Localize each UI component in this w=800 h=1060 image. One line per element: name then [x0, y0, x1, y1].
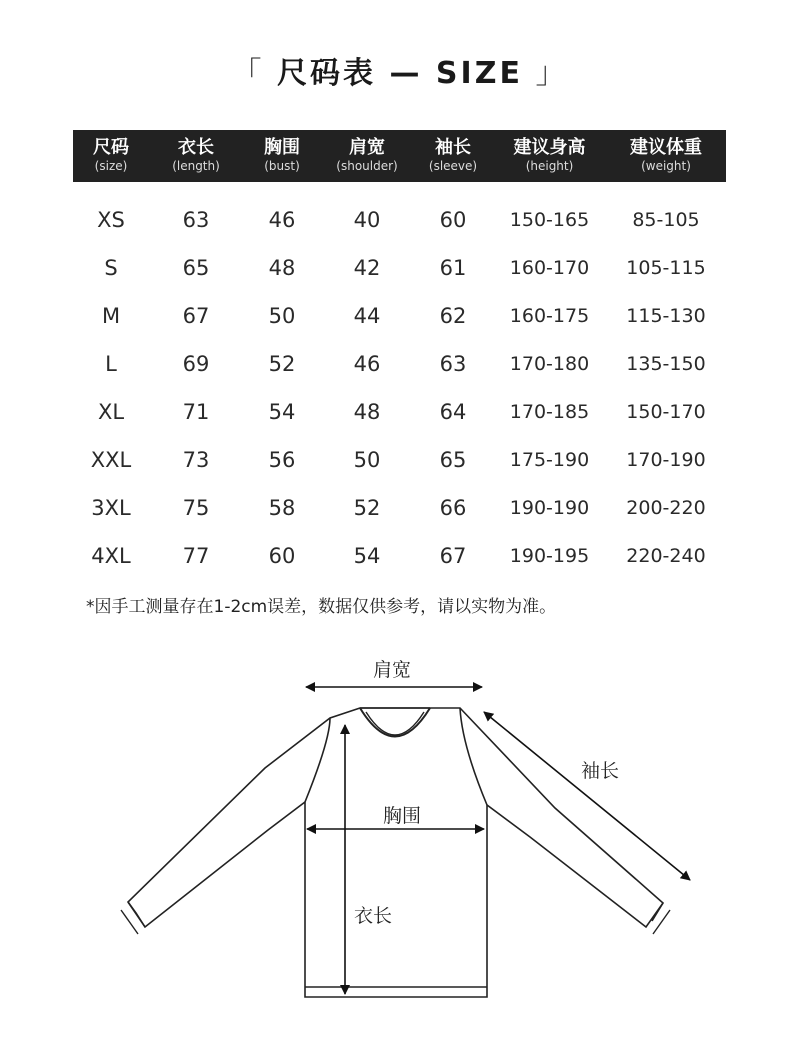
- cell-sleeve: 60: [439, 208, 467, 232]
- cell-shoulder: 46: [353, 352, 381, 376]
- cell-size: L: [105, 352, 117, 376]
- cell-length: 63: [182, 208, 210, 232]
- header-shoulder: [321, 130, 413, 182]
- cell-shoulder: 50: [353, 448, 381, 472]
- table-row: [73, 532, 726, 580]
- header-shoulder-en: (shoulder): [336, 159, 398, 173]
- cell-shoulder: 42: [353, 256, 381, 280]
- table-header: [73, 130, 726, 182]
- header-size: [73, 130, 149, 182]
- cell-weight: 200-220: [626, 497, 706, 519]
- cell-length: 77: [182, 544, 210, 568]
- table-row: [73, 388, 726, 436]
- cell-length: 73: [182, 448, 210, 472]
- header-size-en: (size): [94, 159, 128, 173]
- cell-weight: 105-115: [626, 257, 706, 279]
- cell-size: M: [101, 304, 121, 328]
- cell-sleeve: 61: [439, 256, 467, 280]
- header-length-zh: 衣长: [178, 137, 214, 158]
- header-bust-zh: 胸围: [264, 137, 300, 158]
- cell-length: 75: [182, 496, 210, 520]
- table-row: [73, 244, 726, 292]
- cell-weight: 115-130: [626, 305, 706, 327]
- cell-shoulder: 44: [353, 304, 381, 328]
- header-weight-en: (weight): [641, 159, 691, 173]
- cell-shoulder: 48: [353, 400, 381, 424]
- header-weight-zh: 建议体重: [630, 137, 702, 158]
- header-height-en: (height): [525, 159, 574, 173]
- cell-weight: 135-150: [626, 353, 706, 375]
- cell-weight: 170-190: [626, 449, 706, 471]
- cell-height: 170-185: [509, 401, 590, 423]
- cell-bust: 56: [268, 448, 296, 472]
- title-text: 尺码表 — SIZE: [277, 56, 523, 91]
- header-bust-en: (bust): [264, 159, 300, 173]
- shoulder-label: 肩宽: [372, 659, 412, 681]
- cell-bust: 54: [268, 400, 296, 424]
- cell-sleeve: 63: [439, 352, 467, 376]
- table-row: [73, 196, 726, 244]
- table-row: [73, 292, 726, 340]
- cell-size: XXL: [90, 448, 132, 472]
- cell-weight: 220-240: [626, 545, 706, 567]
- table-row: [73, 340, 726, 388]
- header-shoulder-zh: 肩宽: [349, 137, 385, 158]
- cell-bust: 58: [268, 496, 296, 520]
- cell-size: S: [104, 256, 118, 280]
- page-title: [0, 48, 800, 92]
- header-sleeve-zh: 袖长: [435, 137, 471, 158]
- cell-length: 67: [182, 304, 210, 328]
- cell-size: 3XL: [91, 496, 131, 520]
- header-height-zh: 建议身高: [513, 137, 586, 158]
- cell-height: 190-190: [509, 497, 590, 519]
- cell-height: 170-180: [509, 353, 590, 375]
- cell-size: XL: [97, 400, 125, 424]
- cell-size: 4XL: [91, 544, 131, 568]
- header-bust: [243, 130, 321, 182]
- header-height: [493, 130, 606, 182]
- cell-height: 175-190: [509, 449, 590, 471]
- cell-height: 150-165: [509, 209, 590, 231]
- cell-shoulder: 54: [353, 544, 381, 568]
- header-length: [149, 130, 243, 182]
- cell-size: XS: [97, 208, 125, 232]
- cell-sleeve: 64: [439, 400, 467, 424]
- cell-height: 160-170: [509, 257, 590, 279]
- cell-shoulder: 52: [353, 496, 381, 520]
- cell-bust: 50: [268, 304, 296, 328]
- bust-label: 胸围: [382, 805, 422, 827]
- cell-bust: 60: [268, 544, 296, 568]
- header-weight: [606, 130, 726, 182]
- cell-sleeve: 66: [439, 496, 467, 520]
- cell-length: 71: [182, 400, 210, 424]
- cell-shoulder: 40: [353, 208, 381, 232]
- cell-sleeve: 65: [439, 448, 467, 472]
- table-row: [73, 436, 726, 484]
- cell-height: 160-175: [509, 305, 590, 327]
- sleeve-label: 袖长: [580, 760, 620, 782]
- header-sleeve-en: (sleeve): [428, 159, 478, 173]
- cell-height: 190-195: [509, 545, 590, 567]
- cell-bust: 48: [268, 256, 296, 280]
- size-table-body: [73, 196, 726, 580]
- cell-bust: 46: [268, 208, 296, 232]
- cell-sleeve: 67: [439, 544, 467, 568]
- cell-length: 69: [182, 352, 210, 376]
- shirt-diagram: [0, 640, 800, 1040]
- shirt-outline: [121, 708, 670, 997]
- measurement-note: *因手工测量存在1-2cm误差，数据仅供参考，请以实物为准。: [86, 597, 557, 617]
- table-row: [73, 484, 726, 532]
- length-label: 衣长: [353, 905, 393, 927]
- header-length-en: (length): [172, 159, 220, 173]
- cell-bust: 52: [268, 352, 296, 376]
- sleeve-arrow: [484, 712, 690, 880]
- cell-sleeve: 62: [439, 304, 467, 328]
- title-open-bracket: 「: [231, 56, 265, 91]
- header-sleeve: [413, 130, 493, 182]
- cell-weight: 150-170: [626, 401, 706, 423]
- header-size-zh: 尺码: [93, 137, 129, 158]
- title-close-bracket: 」: [535, 56, 569, 91]
- cell-length: 65: [182, 256, 210, 280]
- cell-weight: 85-105: [632, 209, 700, 231]
